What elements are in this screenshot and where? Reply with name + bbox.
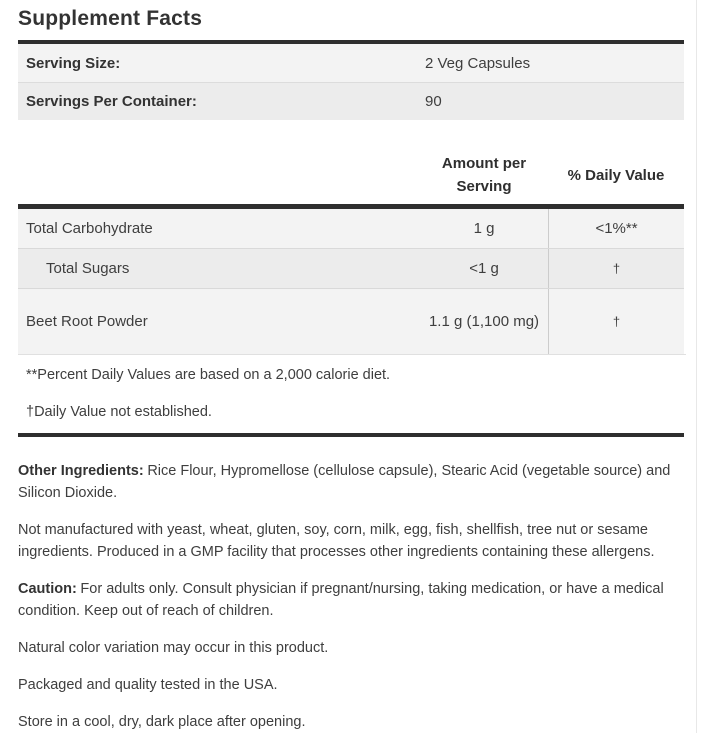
nutrient-name: Total Sugars	[46, 260, 130, 277]
allergen-text: Not manufactured with yeast, wheat, gluten, soy, corn, milk, egg, fish, shellfish, tree nut or sesame ingredients. Produced in a GMP facility that processes other ingredients containing these allergens.	[18, 522, 655, 560]
facts-table-header	[18, 146, 684, 204]
storage-text: Store in a cool, dry, dark place after opening.	[18, 714, 306, 730]
daily-value-footnote: **Percent Daily Values are based on a 2,000 calorie diet.	[26, 367, 391, 383]
other-ingredients-text: Rice Flour, Hypromellose (cellulose capsule), Stearic Acid (vegetable source) and Silicon Dioxide.	[18, 463, 671, 501]
nutrient-amount: <1 g	[469, 260, 499, 277]
allergen-paragraph	[18, 519, 678, 563]
facts-table	[18, 209, 686, 355]
nutrient-name: Total Carbohydrate	[26, 220, 153, 237]
not-established-footnote: †Daily Value not established.	[26, 404, 212, 420]
other-ingredients-label: Other Ingredients:	[18, 463, 144, 479]
servings-per-container-row	[18, 82, 684, 120]
bottom-divider-bar	[18, 433, 684, 437]
info-paragraphs	[18, 460, 678, 733]
caution-label: Caution:	[18, 581, 77, 597]
color-variation-paragraph	[18, 637, 678, 659]
storage-paragraph	[18, 711, 678, 733]
color-variation-text: Natural color variation may occur in this product.	[18, 640, 329, 656]
nutrient-amount: 1 g	[473, 220, 495, 237]
percent-daily-value-header: % Daily Value	[567, 166, 665, 184]
table-row	[18, 209, 684, 248]
table-row	[18, 288, 684, 354]
footnotes	[18, 355, 686, 433]
nutrient-daily-value: †	[548, 289, 684, 354]
other-ingredients-paragraph	[18, 460, 678, 504]
servings-per-container-label: Servings Per Container:	[26, 93, 197, 110]
packaged-text: Packaged and quality tested in the USA.	[18, 677, 278, 693]
page-title: Supplement Facts	[18, 7, 203, 30]
nutrient-name: Beet Root Powder	[26, 313, 148, 330]
caution-paragraph	[18, 578, 678, 622]
page-right-border	[696, 0, 697, 733]
amount-per-serving-header: Amount per Serving	[441, 155, 527, 195]
caution-text: For adults only. Consult physician if pregnant/nursing, taking medication, or have a medical condition. Keep out of reach of children.	[18, 581, 664, 619]
nutrient-daily-value: <1%**	[548, 209, 684, 248]
servings-per-container-value: 90	[425, 93, 442, 110]
serving-size-label: Serving Size:	[26, 54, 121, 72]
nutrient-amount: 1.1 g (1,100 mg)	[428, 313, 540, 330]
packaged-paragraph	[18, 674, 678, 696]
nutrient-daily-value: †	[548, 249, 684, 288]
table-row	[18, 248, 684, 288]
serving-size-row	[18, 44, 684, 82]
serving-size-value: 2 Veg Capsules	[425, 54, 531, 72]
